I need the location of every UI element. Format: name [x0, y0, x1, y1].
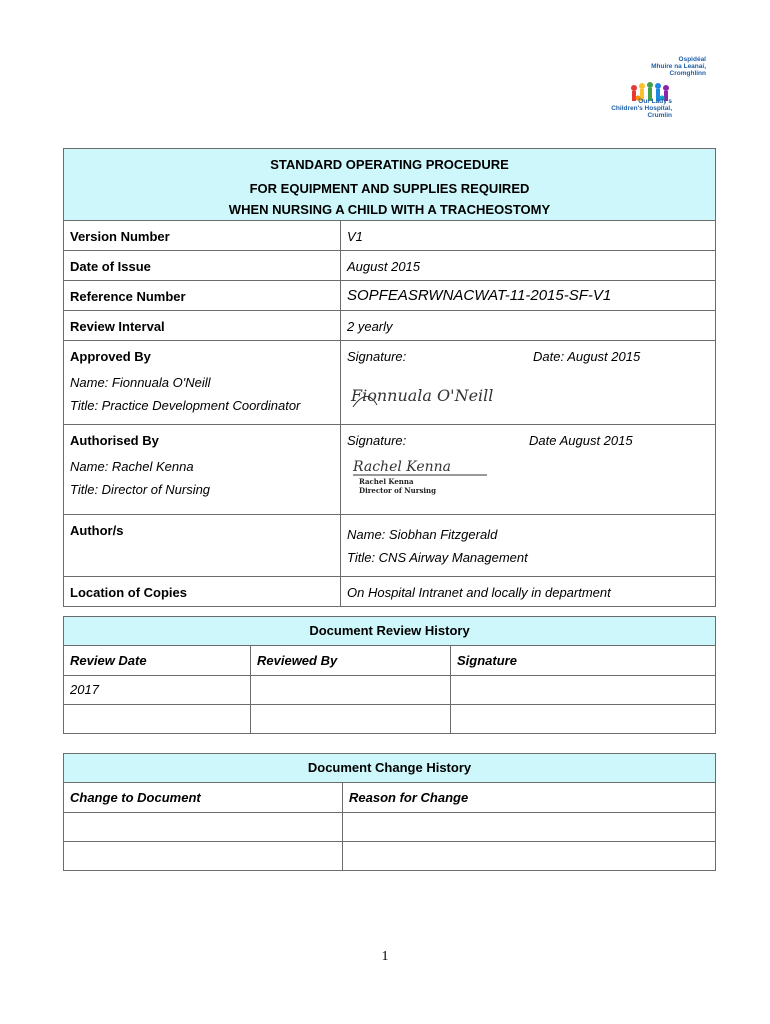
authorised-signature-image: [347, 453, 497, 497]
svg-text:Rachel Kenna: Rachel Kenna: [353, 459, 452, 475]
review-date-header: Review Date: [64, 646, 251, 676]
approved-signature-image: [347, 377, 494, 411]
authors-cell: [341, 515, 716, 577]
svg-text:Director of Nursing: Director of Nursing: [359, 486, 437, 495]
author-name: Name: Siobhan Fitzgerald: [347, 527, 498, 542]
reason-cell[interactable]: [343, 842, 716, 871]
table-row: [64, 842, 716, 871]
approved-date: Date: August 2015: [533, 349, 641, 364]
svg-text:Fionnuala O'Neill: Fionnuala O'Neill: [351, 386, 494, 405]
table-row: [64, 676, 716, 705]
page-number: 1: [381, 949, 389, 964]
reason-cell[interactable]: [343, 813, 716, 842]
reviewed-by-cell[interactable]: [251, 676, 451, 705]
version-value: V1: [341, 221, 716, 251]
authorised-by-label: Authorised By: [70, 433, 159, 448]
author-title: Title: CNS Airway Management: [347, 550, 528, 565]
reference-value: SOPFEASRWNACWAT-11-2015-SF-V1: [341, 281, 716, 311]
authorised-name: Name: Rachel Kenna: [70, 459, 194, 474]
change-cell[interactable]: [64, 813, 343, 842]
approved-name: Name: Fionnuala O'Neill: [70, 375, 211, 390]
authorised-signature-cell: [341, 425, 716, 515]
approved-by-cell: [64, 341, 341, 425]
issue-label: Date of Issue: [64, 251, 341, 281]
review-date-cell[interactable]: 2017: [64, 676, 251, 705]
approved-signature-cell: [341, 341, 716, 425]
signature-cell[interactable]: [451, 676, 716, 705]
change-cell[interactable]: [64, 842, 343, 871]
sop-title: STANDARD OPERATING PROCEDURE FOR EQUIPMENT AND SUPPLIES REQUIRED WHEN NURSING A CHILD WITH A TRACHEOSTOMY: [64, 149, 716, 221]
review-interval-value: 2 yearly: [341, 311, 716, 341]
table-row: [64, 705, 716, 734]
authors-label: Author/s: [64, 515, 341, 577]
approved-title: Title: Practice Development Coordinator: [70, 398, 301, 413]
version-label: Version Number: [64, 221, 341, 251]
logo-irish-text: Ospidéal Mhuire na Leanaí, Cromghlinn: [651, 56, 706, 77]
reason-for-change-header: Reason for Change: [343, 783, 716, 813]
review-history-title: Document Review History: [64, 617, 716, 646]
reviewed-by-header: Reviewed By: [251, 646, 451, 676]
review-interval-label: Review Interval: [64, 311, 341, 341]
signature-header: Signature: [451, 646, 716, 676]
signature-cell[interactable]: [451, 705, 716, 734]
table-row: [64, 813, 716, 842]
authorised-by-cell: [64, 425, 341, 515]
authorised-title: Title: Director of Nursing: [70, 482, 211, 497]
reference-label: Reference Number: [64, 281, 341, 311]
location-label: Location of Copies: [64, 577, 341, 607]
logo-english-text: Our Lady's Children's Hospital, Crumlin: [611, 98, 672, 119]
hospital-logo: [596, 56, 716, 126]
reviewed-by-cell[interactable]: [251, 705, 451, 734]
change-to-document-header: Change to Document: [64, 783, 343, 813]
authorised-date: Date August 2015: [529, 433, 633, 448]
sop-details-table: [63, 148, 716, 607]
change-history-title: Document Change History: [64, 754, 716, 783]
svg-text:Rachel Kenna: Rachel Kenna: [359, 477, 414, 486]
review-date-cell[interactable]: [64, 705, 251, 734]
approved-signature-label: Signature:: [347, 349, 407, 364]
approved-by-label: Approved By: [70, 349, 151, 364]
issue-value: August 2015: [341, 251, 716, 281]
location-value: On Hospital Intranet and locally in department: [341, 577, 716, 607]
change-history-table: [63, 753, 716, 871]
review-history-table: [63, 616, 716, 734]
authorised-signature-label: Signature:: [347, 433, 407, 448]
